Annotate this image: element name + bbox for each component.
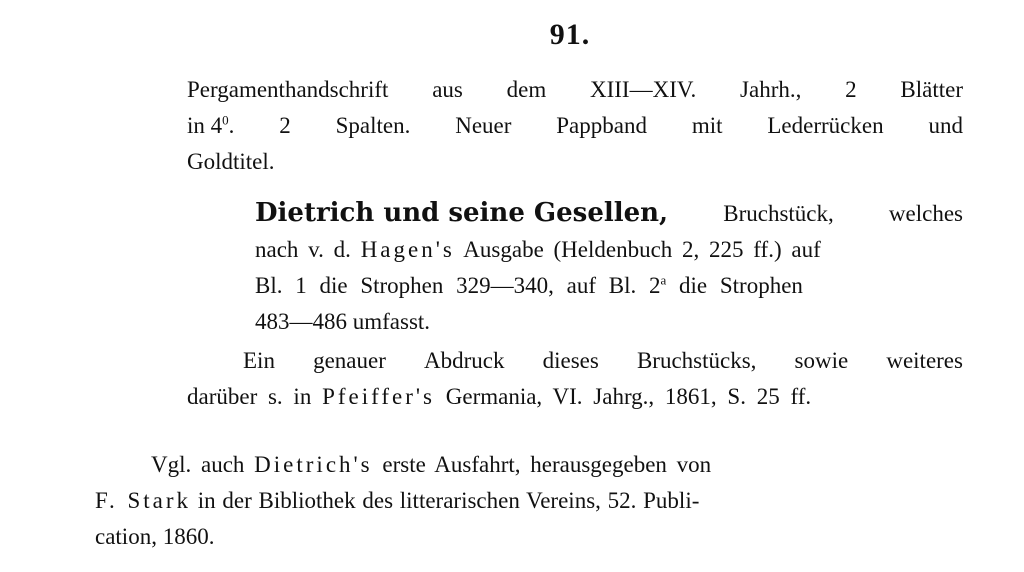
line: Vgl. auch Dietrich's erste Ausfahrt, herausgegeben von xyxy=(151,452,712,477)
word: Spalten. xyxy=(335,113,411,138)
format-text: in $4^0$. xyxy=(187,112,235,138)
line: darüber s. in Pfeiffer's Germania, VI. Jahrg., 1861, S. 25 ff. xyxy=(187,384,812,409)
word: Pappband xyxy=(556,113,647,138)
author-name-spaced: Hagen's xyxy=(360,237,455,262)
word: 2 xyxy=(845,77,857,102)
line: cation, 1860. xyxy=(95,524,215,549)
word: weiteres xyxy=(886,348,963,373)
word: mit xyxy=(691,113,723,138)
word: Pergamenthandschrift xyxy=(187,77,389,102)
word: sowie xyxy=(794,348,849,373)
line xyxy=(187,72,963,108)
line: Goldtitel. xyxy=(187,149,275,174)
work-title: Dietrich und seine Gesellen, xyxy=(255,198,669,228)
line: nach v. d. Hagen's Ausgabe (Heldenbuch 2, 225 ff.) auf xyxy=(255,237,821,262)
word: genauer xyxy=(313,348,386,373)
word: Neuer xyxy=(455,113,512,138)
line xyxy=(255,195,963,232)
word: 2 xyxy=(279,113,291,138)
word: Jahrh., xyxy=(740,77,802,102)
paragraph-manuscript-description xyxy=(187,72,963,180)
line: Bl. 1 die Strophen 329—340, auf Bl. 2$^a$ die Strophen xyxy=(255,272,803,298)
paragraph-abdruck xyxy=(187,343,963,415)
word: Bruchstück, xyxy=(723,201,834,226)
word: aus xyxy=(432,77,463,102)
word: Blätter xyxy=(900,77,963,102)
word: Lederrücken xyxy=(767,113,884,138)
word: dem xyxy=(506,77,547,102)
word: welches xyxy=(888,201,963,226)
page-number: 91. xyxy=(549,18,591,51)
paragraph-vgl xyxy=(95,447,865,555)
line xyxy=(187,343,963,379)
author-name-spaced: Pfeiffer's xyxy=(322,384,435,409)
author-name-spaced: Dietrich's xyxy=(254,452,373,477)
word: und xyxy=(928,113,963,138)
word: dieses xyxy=(542,348,599,373)
line: F. Stark in der Bibliothek des litterarischen Vereins, 52. Publi- xyxy=(95,488,700,513)
word: Bruchstücks, xyxy=(636,348,757,373)
paragraph-dietrich-gesellen xyxy=(255,195,963,340)
line: 483—486 umfasst. xyxy=(255,309,431,334)
word: Abdruck xyxy=(424,348,505,373)
word: Ein xyxy=(243,348,275,373)
author-name-spaced: F. Stark xyxy=(95,488,191,513)
word: XIII—XIV. xyxy=(590,77,697,102)
line xyxy=(187,108,963,144)
